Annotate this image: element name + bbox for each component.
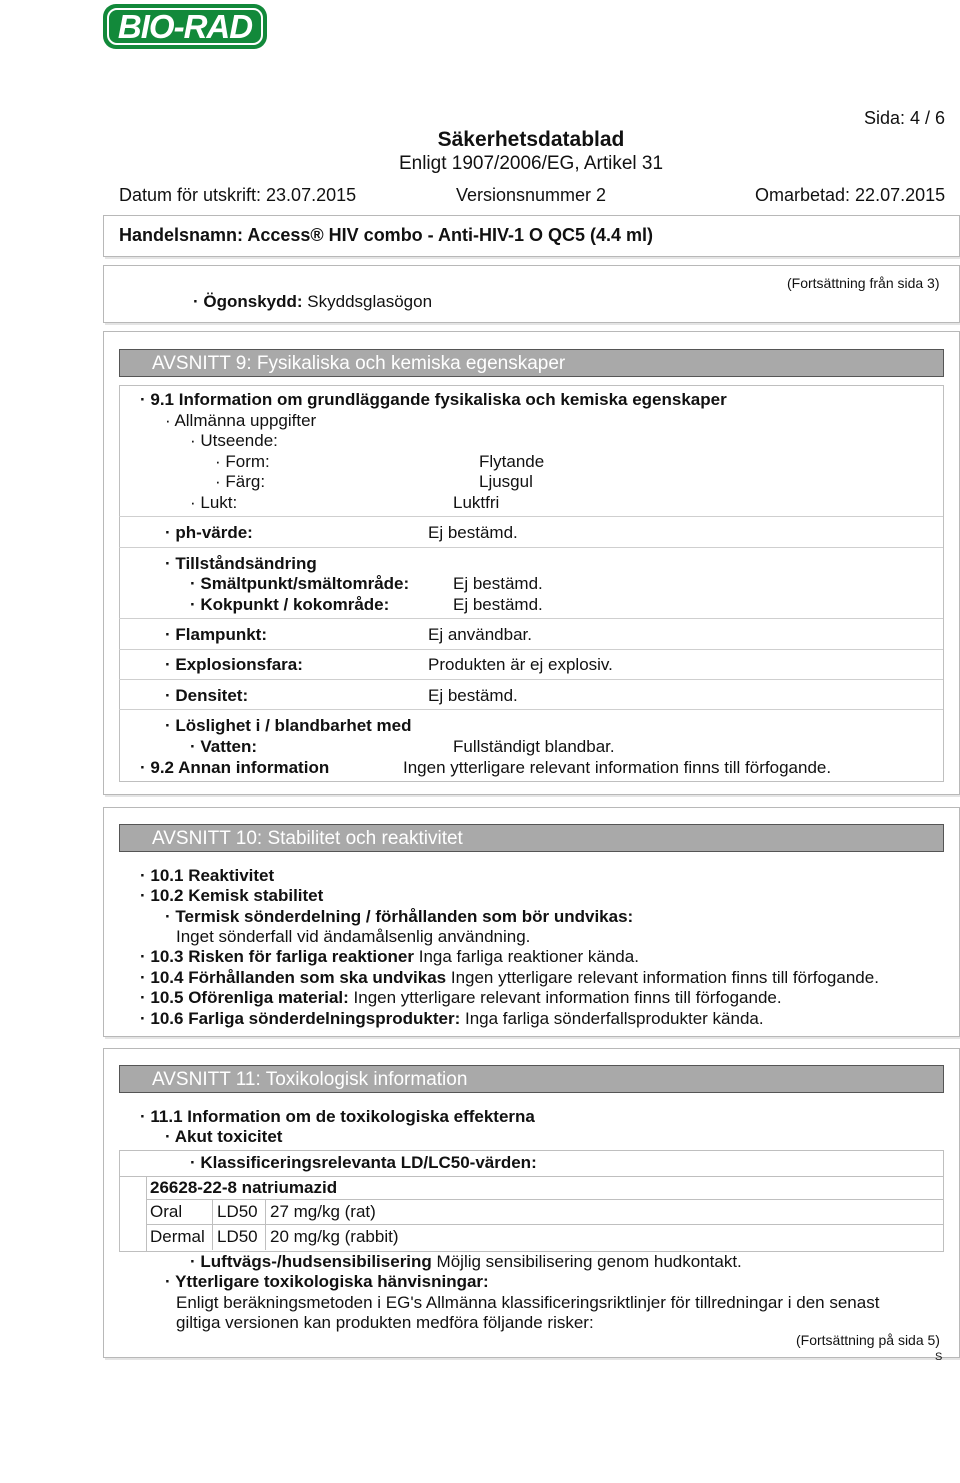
bio-rad-logo: BIO-RAD [103,4,267,49]
table-row-value: 20 mg/kg (rabbit) [270,1227,399,1246]
color-value: Ljusgul [479,472,533,491]
table-row-value: 27 mg/kg (rat) [270,1202,376,1221]
section-9-heading: AVSNITT 9: Fysikaliska och kemiska egenskaper [119,349,944,377]
density-value: Ej bestämd. [428,686,518,705]
acute-toxicity: · Akut toxicitet [165,1127,283,1146]
color-label: · Färg: [215,472,266,491]
trade-name: Handelsnamn: Access® HIV combo - Anti-HIV-1 O QC5 (4.4 ml) [119,225,654,245]
ph-value: Ej bestämd. [428,523,518,542]
s11-1: · 11.1 Information om de toxikologiska effekterna [140,1107,535,1126]
s10-2: · 10.2 Kemisk stabilitet [140,886,324,905]
form-value: Flytande [479,452,545,471]
document-title: Säkerhetsdatablad [437,128,625,151]
page-number: Sida: 4 / 6 [864,108,946,128]
section-10-heading: AVSNITT 10: Stabilitet och reaktivitet [119,824,944,852]
s10-3: · 10.3 Risken för farliga reaktioner Inga farliga reaktioner kända. [140,947,639,966]
continued-on: (Fortsättning på sida 5) [796,1332,940,1348]
further-tox-line-2: giltiga versionen kan produkten medföra följande risker: [176,1313,594,1332]
s9-2-label: · 9.2 Annan information [140,758,330,777]
further-tox-line-1: Enligt beräkningsmetoden i EG's Allmänna klassificeringsriktlinjer för tillredningar i den senast [176,1293,880,1312]
table-row-type: LD50 [217,1227,258,1246]
substance-name: 26628-22-8 natriumazid [150,1178,338,1197]
s10-1: · 10.1 Reaktivitet [140,866,275,885]
form-label: · Form: [215,452,270,471]
s10-5: · 10.5 Oförenliga material: Ingen ytterligare relevant information finns till förfogande. [140,988,782,1007]
s9-2-value: Ingen ytterligare relevant information finns till förfogande. [403,758,832,777]
section-11-heading: AVSNITT 11: Toxikologisk information [119,1065,944,1093]
language-code: S [935,1351,943,1363]
explosion-value: Produkten är ej explosiv. [428,655,613,674]
thermal-value: Inget sönderfall vid ändamålsenlig användning. [176,927,531,946]
revision-date: Omarbetad: 22.07.2015 [755,185,946,205]
flash-point-value: Ej användbar. [428,625,532,644]
water-label: · Vatten: [190,737,258,756]
boiling-point-value: Ej bestämd. [453,595,543,614]
s10-4: · 10.4 Förhållanden som ska undvikas Ingen ytterligare relevant information finns till förfogande. [140,968,879,987]
continued-from: (Fortsättning från sida 3) [787,275,940,291]
table-row-type: LD50 [217,1202,258,1221]
density-label: · Densitet: [165,686,249,705]
appearance-label: · Utseende: [190,431,278,450]
melting-point-label: · Smältpunkt/smältområde: [190,574,410,593]
eye-protection: · Ögonskydd: Skyddsglasögon [193,292,433,311]
further-tox-label: · Ytterligare toxikologiska hänvisningar: [165,1272,489,1291]
ph-label: · ph-värde: [165,523,253,542]
s10-6: · 10.6 Farliga sönderdelningsprodukter: Inga farliga sönderfallsprodukter kända. [140,1009,764,1028]
table-row-route: Dermal [150,1227,205,1246]
thermal-label: · Termisk sönderdelning / förhållanden som bör undvikas: [165,907,634,926]
version-number: Versionsnummer 2 [456,185,607,205]
sensitisation: · Luftvägs-/hudsensibilisering Möjlig sensibilisering genom hudkontakt. [190,1252,742,1271]
s9-1-heading: · 9.1 Information om grundläggande fysikaliska och kemiska egenskaper [140,390,727,409]
boiling-point-label: · Kokpunkt / kokområde: [190,595,390,614]
odor-value: Luktfri [453,493,500,512]
explosion-label: · Explosionsfara: [165,655,303,674]
odor-label: · Lukt: [190,493,238,512]
general-info: · Allmänna uppgifter [165,411,317,430]
print-date: Datum för utskrift: 23.07.2015 [119,185,357,205]
water-value: Fullständigt blandbar. [453,737,615,756]
document-subtitle: Enligt 1907/2006/EG, Artikel 31 [398,153,664,174]
flash-point-label: · Flampunkt: [165,625,267,644]
melting-point-value: Ej bestämd. [453,574,543,593]
state-change-label: · Tillståndsändring [165,554,317,573]
table-row-route: Oral [150,1202,183,1221]
solubility-label: · Löslighet i / blandbarhet med [165,716,412,735]
ld-header: · Klassificeringsrelevanta LD/LC50-värden: [190,1153,537,1172]
